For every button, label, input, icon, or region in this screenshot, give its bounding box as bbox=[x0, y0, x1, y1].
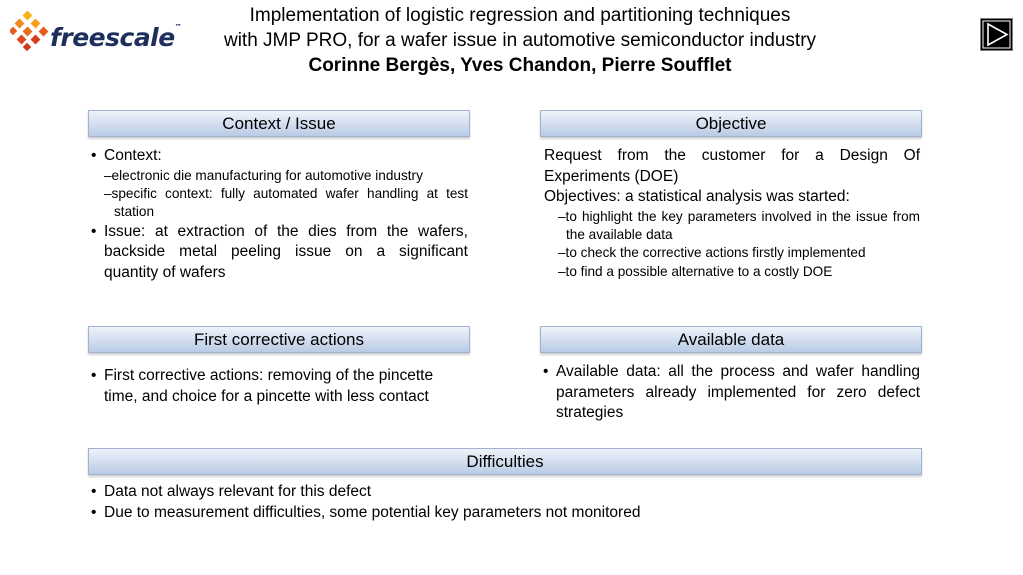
issue-bullet: • Issue: at extraction of the dies from the wafers, backside metal peeling issue on a significant quantity of wafers bbox=[88, 222, 468, 284]
freescale-logo-mark-icon bbox=[10, 11, 50, 53]
title-line-1: Implementation of logistic regression and partitioning techniques bbox=[249, 5, 791, 26]
difficulties-bullet-1: • Data not always relevant for this defect bbox=[88, 482, 918, 503]
difficulties-header: Difficulties bbox=[88, 448, 922, 475]
freescale-logo bbox=[10, 11, 185, 56]
context-issue-section bbox=[88, 146, 468, 283]
context-subitem-2: –specific context: fully automated wafer handling at test station bbox=[104, 185, 468, 220]
logo-wordmark: freescale™ bbox=[50, 23, 182, 52]
objective-section bbox=[544, 146, 920, 281]
context-subitem-1: –electronic die manufacturing for automotive industry bbox=[104, 167, 423, 183]
objective-subitem-1: –to highlight the key parameters involved in the issue from the available data bbox=[558, 208, 920, 242]
available-data-section bbox=[540, 362, 920, 424]
play-icon bbox=[981, 19, 1012, 50]
objective-header: Objective bbox=[540, 110, 922, 137]
difficulties-bullet-2: • Due to measurement difficulties, some potential key parameters not monitored bbox=[88, 503, 918, 524]
objective-request: Request from the customer for a Design Of Experiments (DOE) bbox=[544, 147, 920, 185]
objective-subitem-3: –to find a possible alternative to a costly DOE bbox=[558, 263, 833, 279]
objective-intro: Objectives: a statistical analysis was started: bbox=[544, 188, 850, 205]
first-actions-bullet: • First corrective actions: removing of the pincette time, and choice for a pincette with less contact bbox=[88, 366, 468, 407]
context-bullet: • Context: bbox=[88, 146, 468, 167]
first-actions-section bbox=[88, 366, 468, 407]
first-actions-header: First corrective actions bbox=[88, 326, 470, 353]
context-issue-header: Context / Issue bbox=[88, 110, 470, 137]
title-authors: Corinne Bergès, Yves Chandon, Pierre Soufflet bbox=[308, 55, 732, 76]
available-data-header: Available data bbox=[540, 326, 922, 353]
next-slide-button[interactable] bbox=[980, 18, 1013, 51]
available-data-bullet: • Available data: all the process and wafer handling parameters already implemented for zero defect strategies bbox=[540, 362, 920, 424]
objective-subitem-2: –to check the corrective actions firstly implemented bbox=[558, 245, 866, 261]
difficulties-section bbox=[88, 482, 918, 523]
slide-title bbox=[170, 3, 870, 78]
title-line-2: with JMP PRO, for a wafer issue in automotive semiconductor industry bbox=[223, 30, 817, 51]
